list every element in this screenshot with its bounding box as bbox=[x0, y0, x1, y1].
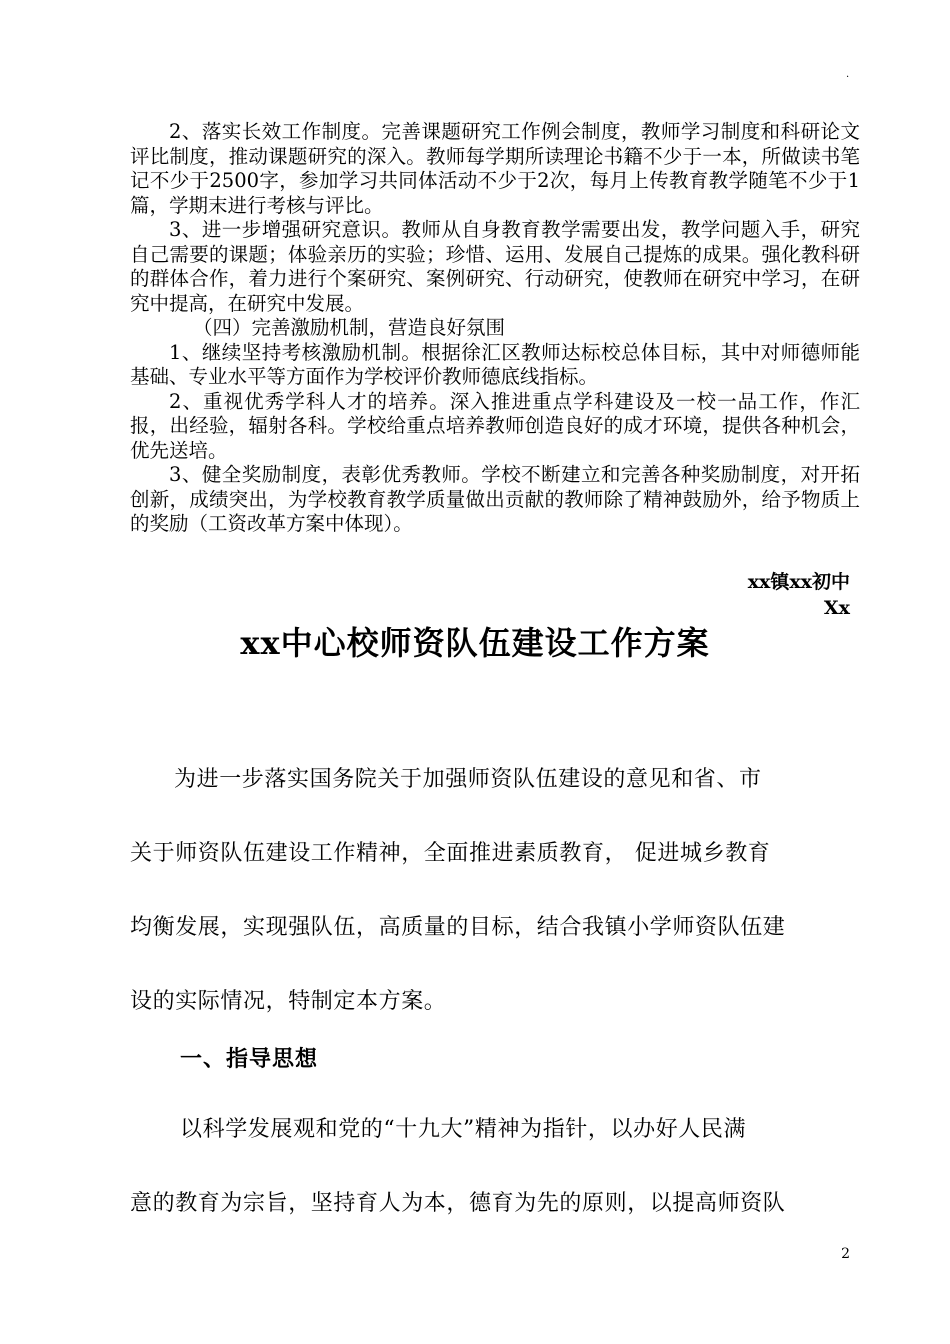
subsection-heading-incentive: （四）完善激励机制，营造良好氛围 bbox=[193, 316, 506, 339]
paragraph-assessment-incentive: 1、继续坚持考核激励机制。根据徐汇区教师达标校总体目标，其中对师德师能基础、专业水平等方面作为学校评价教师德底线指标。 bbox=[130, 340, 860, 388]
intro-line-3: 均衡发展，实现强队伍，高质量的目标，结合我镇小学师资队伍建 bbox=[130, 915, 786, 940]
guiding-line-1: 以科学发展观和党的“十九大”精神为指针，以办好人民满 bbox=[180, 1117, 747, 1142]
corner-mark: . bbox=[846, 69, 850, 80]
paragraph-long-term-system: 2、落实长效工作制度。完善课题研究工作例会制度，教师学习制度和科研论文评比制度，推动课题研究的深入。教师每学期所读理论书籍不少于一本，所做读书笔记不少于2500字，参加学习共同体活动不少于2次，每月上传教育教学随笔不少于1篇，学期末进行考核与评比。 bbox=[130, 120, 860, 217]
intro-line-2: 关于师资队伍建设工作精神，全面推进素质教育， 促进城乡教育 bbox=[130, 841, 771, 866]
signature-date: Xx bbox=[823, 597, 850, 619]
section-heading-guiding-ideology: 一、指导思想 bbox=[180, 1046, 319, 1072]
signature-school: xx镇xx初中 bbox=[747, 571, 850, 593]
continued-section bbox=[130, 120, 860, 537]
paragraph-talent-training: 2、重视优秀学科人才的培养。深入推进重点学科建设及一校一品工作，作汇报，出经验，辐射各科。学校给重点培养教师创造良好的成才环境，提供各种机会，优先送培。 bbox=[130, 389, 860, 462]
paragraph-research-awareness: 3、进一步增强研究意识。教师从自身教育教学需要出发，教学问题入手，研究自己需要的课题；体验亲历的实验；珍惜、运用、发展自己提炼的成果。强化教科研的群体合作，着力进行个案研究、案例研究、行动研究，使教师在研究中学习，在研究中提高，在研究中发展。 bbox=[130, 218, 860, 315]
guiding-line-2: 意的教育为宗旨，坚持育人为本，德育为先的原则，以提高师资队 bbox=[130, 1191, 786, 1216]
document-title: xx中心校师资队伍建设工作方案 bbox=[240, 624, 710, 662]
intro-line-1: 为进一步落实国务院关于加强师资队伍建设的意见和省、市 bbox=[174, 767, 762, 792]
paragraph-reward-system: 3、健全奖励制度，表彰优秀教师。学校不断建立和完善各种奖励制度，对开拓创新，成绩突出，为学校教育教学质量做出贡献的教师除了精神鼓励外，给予物质上的奖励（工资改革方案中体现）。 bbox=[130, 463, 860, 535]
page-number: 2 bbox=[841, 1246, 850, 1262]
intro-line-4: 设的实际情况，特制定本方案。 bbox=[130, 989, 447, 1014]
